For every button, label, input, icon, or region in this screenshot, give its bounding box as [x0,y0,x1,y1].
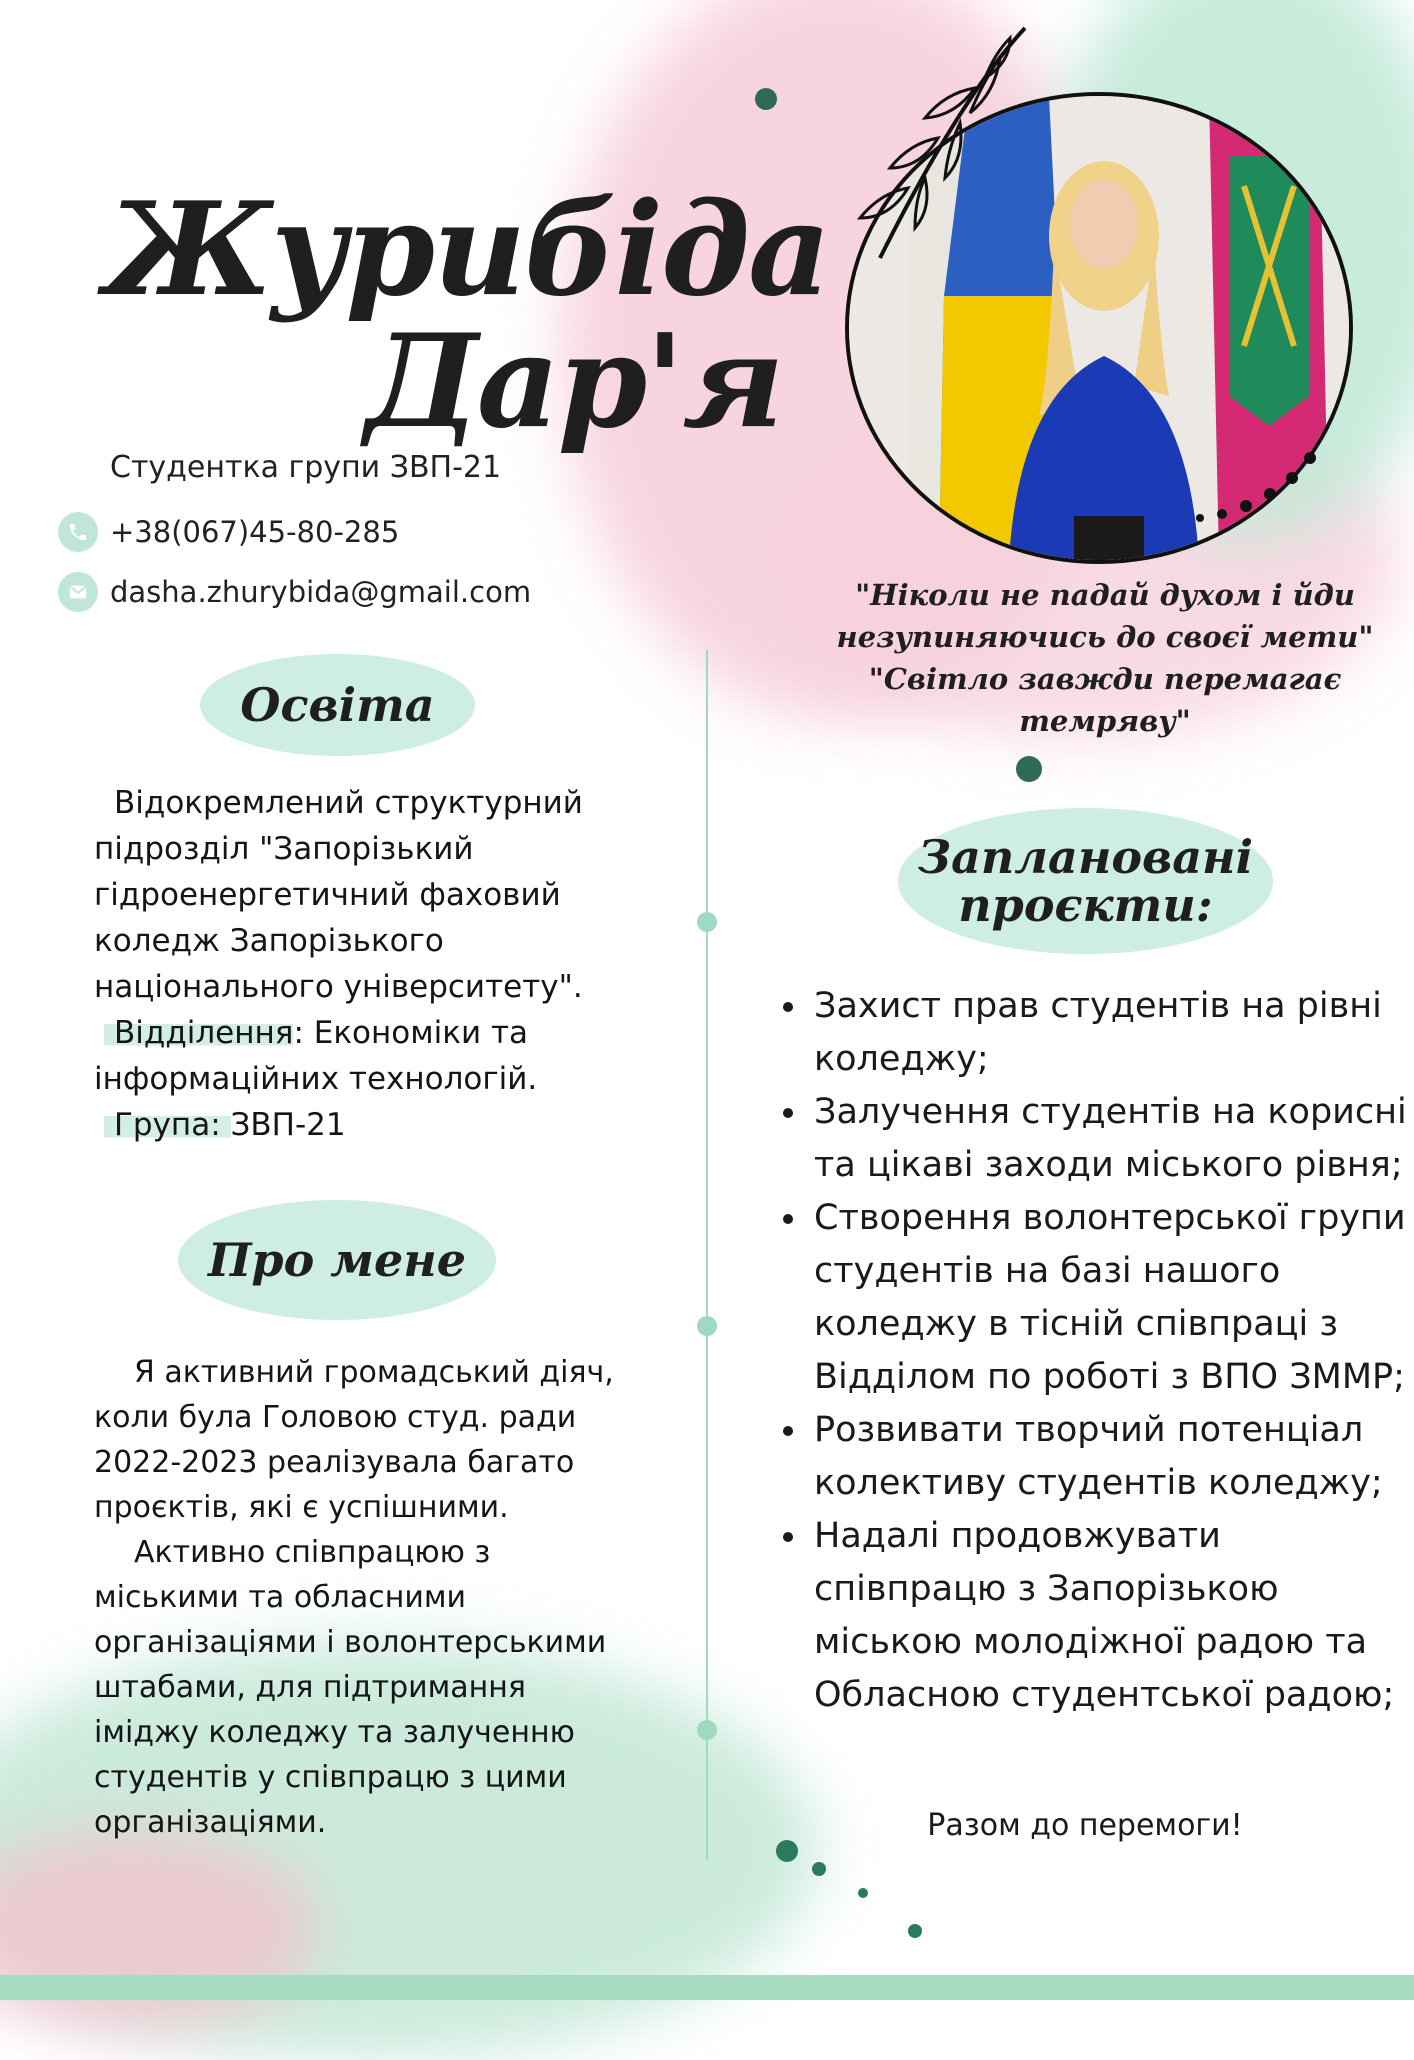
department-label: Відділення [104,1015,293,1051]
list-item: • Захист прав студентів на рівні коледжу; [810,980,1410,1086]
list-item: • Створення волонтерської групи студентів на базі нашого коледжу в тісній співпраці з Відділом по роботі з ВПО ЗММР; [810,1192,1410,1404]
department-value: : Економіки та інформаційних технологій. [94,1015,538,1097]
name-second: Дар'я [365,307,783,457]
splatter-dot [908,1924,922,1938]
dotted-arc-decoration [1180,430,1330,530]
splatter-dot [812,1862,826,1876]
institution-name: Відокремлений структурний підрозділ "Запорізький гідроенергетичний фаховий коледж Запорізького національного університету". [94,785,583,1005]
email-contact [58,572,531,612]
phone-number[interactable]: +38(067)45-80-285 [110,515,400,549]
splatter-dot [858,1888,868,1898]
projects-title-line1: Заплановані [917,829,1254,884]
list-item: • Розвивати творчий потенціал колективу студентів коледжу; [810,1404,1410,1510]
education-text [94,780,594,1148]
education-title: Освіта [240,677,435,732]
subtitle: Студентка групи ЗВП-21 [110,450,502,485]
projects-list [760,980,1410,1722]
group-value: ЗВП-21 [230,1107,346,1143]
leaf-branch-decoration [810,18,1040,268]
about-title: Про мене [207,1232,467,1287]
projects-title-line2: проєкти: [958,878,1213,932]
list-item: • Залучення студентів на корисні та цікаві заходи міського рівня; [810,1086,1410,1192]
education-heading [200,654,475,756]
education-department [94,1010,594,1102]
projects-heading [898,808,1273,954]
divider-dot [697,1720,717,1740]
name-first: Журибіда [105,175,830,325]
divider-dot [697,912,717,932]
envelope-icon [58,572,98,612]
about-heading [178,1200,496,1320]
bottom-bar [0,1975,1414,2000]
vertical-divider [706,650,708,1860]
list-item: • Надалі продовжувати співпрацю з Запорізькою міською молодіжної радою та Обласною студентської радою; [810,1510,1410,1722]
email-address[interactable]: dasha.zhurybida@gmail.com [110,575,532,609]
motto-quote [830,574,1380,742]
phone-contact [58,512,399,552]
splatter-dot [776,1840,798,1862]
quote-line: "Світло завжди перемагає темряву" [868,662,1342,738]
group-label: Група: [104,1107,231,1143]
splatter-dot [1016,756,1042,782]
education-institution [94,780,594,1010]
about-paragraph: Я активний громадський діяч, коли була Головою студ. ради 2022-2023 реалізувала багато проєктів, які є успішними. [94,1355,614,1525]
quote-line: "Ніколи не падай духом і йди [855,578,1355,612]
about-text [94,1350,634,1845]
phone-icon [58,512,98,552]
quote-line: незупиняючись до своєї мети" [836,620,1374,654]
divider-dot [697,1316,717,1336]
closing-slogan: Разом до перемоги! [927,1808,1243,1843]
about-paragraph: Активно співпрацюю з міськими та обласними організаціями і волонтерськими штабами, для підтримання іміджу коледжу та залученню студентів у співпрацю з цими організаціями. [94,1535,607,1840]
education-group [94,1102,594,1148]
splatter-dot [755,88,777,110]
